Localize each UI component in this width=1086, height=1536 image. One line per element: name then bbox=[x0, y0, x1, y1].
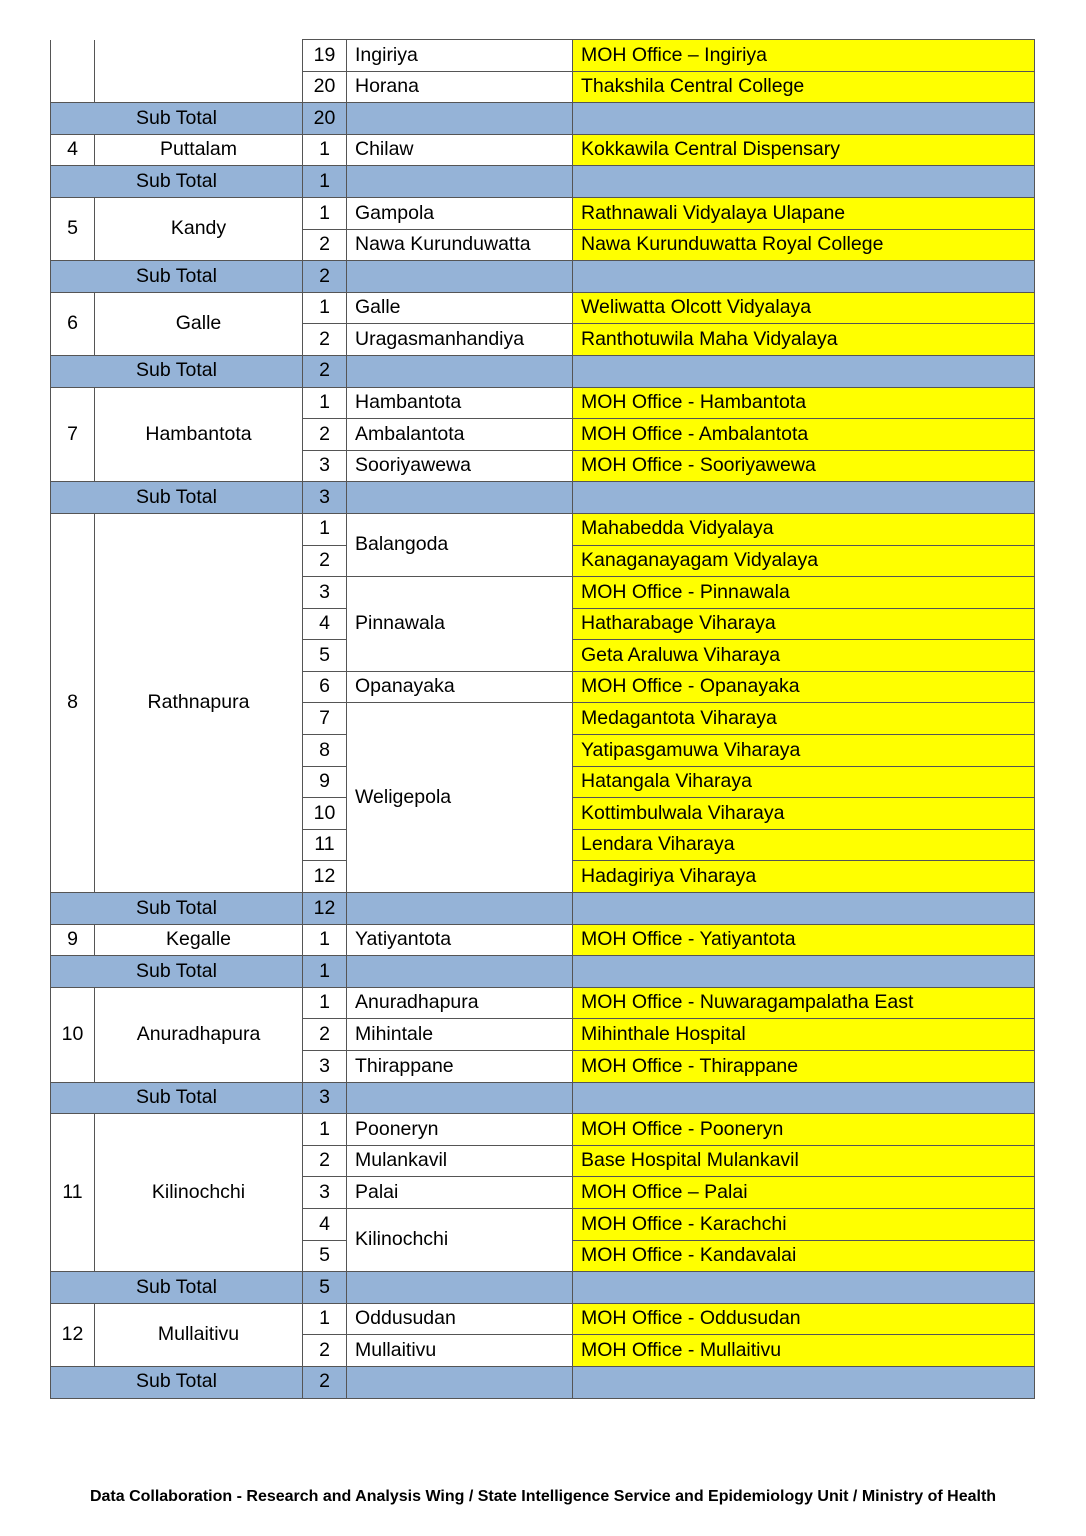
vaccination-site: Mihinthale Hospital bbox=[573, 1019, 1035, 1051]
table-row bbox=[51, 1114, 1035, 1146]
vaccination-centres-table bbox=[50, 39, 1035, 1399]
subtotal-blank bbox=[573, 166, 1035, 198]
vaccination-site: Hatharabage Viharaya bbox=[573, 608, 1035, 640]
moh-area: Horana bbox=[347, 71, 573, 103]
subtotal-blank bbox=[573, 1366, 1035, 1398]
subtotal-count: 5 bbox=[303, 1272, 347, 1304]
subtotal-label: Sub Total bbox=[51, 1366, 303, 1398]
subtotal-label: Sub Total bbox=[51, 261, 303, 293]
site-number: 2 bbox=[303, 1145, 347, 1177]
table-row bbox=[51, 1303, 1035, 1335]
moh-area: Mihintale bbox=[347, 1019, 573, 1051]
moh-area: Thirappane bbox=[347, 1051, 573, 1083]
footer-credit: Data Collaboration - Research and Analysis Wing / State Intelligence Service and Epidemiology Unit / Ministry of Health bbox=[89, 1488, 997, 1505]
subtotal-count: 12 bbox=[303, 893, 347, 925]
vaccination-site: Base Hospital Mulankavil bbox=[573, 1145, 1035, 1177]
moh-area: Hambantota bbox=[347, 387, 573, 419]
vaccination-site: MOH Office – Ingiriya bbox=[573, 40, 1035, 72]
district-name: Kilinochchi bbox=[95, 1114, 303, 1272]
vaccination-site: MOH Office - Oddusudan bbox=[573, 1303, 1035, 1335]
vaccination-site: Lendara Viharaya bbox=[573, 829, 1035, 861]
district-number: 6 bbox=[51, 292, 95, 355]
vaccination-site: Kanaganayagam Vidyalaya bbox=[573, 545, 1035, 577]
site-number: 7 bbox=[303, 703, 347, 735]
subtotal-count: 3 bbox=[303, 1082, 347, 1114]
site-number: 8 bbox=[303, 735, 347, 767]
subtotal-row bbox=[51, 956, 1035, 988]
subtotal-label: Sub Total bbox=[51, 893, 303, 925]
site-number: 1 bbox=[303, 387, 347, 419]
vaccination-site: MOH Office - Ambalantota bbox=[573, 419, 1035, 451]
subtotal-label: Sub Total bbox=[51, 956, 303, 988]
site-number: 6 bbox=[303, 671, 347, 703]
subtotal-count: 20 bbox=[303, 103, 347, 135]
moh-area: Mulankavil bbox=[347, 1145, 573, 1177]
moh-area: Yatiyantota bbox=[347, 924, 573, 956]
table-row bbox=[51, 40, 1035, 72]
district-number: 10 bbox=[51, 987, 95, 1082]
subtotal-blank bbox=[347, 956, 573, 988]
moh-area: Gampola bbox=[347, 197, 573, 229]
site-number: 1 bbox=[303, 513, 347, 545]
moh-area: Ambalantota bbox=[347, 419, 573, 451]
site-number: 1 bbox=[303, 197, 347, 229]
subtotal-blank bbox=[347, 1082, 573, 1114]
subtotal-blank bbox=[347, 482, 573, 514]
subtotal-blank bbox=[347, 103, 573, 135]
vaccination-site: MOH Office - Hambantota bbox=[573, 387, 1035, 419]
vaccination-site: MOH Office - Pooneryn bbox=[573, 1114, 1035, 1146]
subtotal-row bbox=[51, 355, 1035, 387]
moh-area: Sooriyawewa bbox=[347, 450, 573, 482]
table-row bbox=[51, 924, 1035, 956]
subtotal-row bbox=[51, 482, 1035, 514]
district-name: Anuradhapura bbox=[95, 987, 303, 1082]
district-name: Galle bbox=[95, 292, 303, 355]
vaccination-site: MOH Office – Palai bbox=[573, 1177, 1035, 1209]
district-no-cell bbox=[51, 40, 95, 103]
subtotal-blank bbox=[347, 261, 573, 293]
vaccination-site: Medagantota Viharaya bbox=[573, 703, 1035, 735]
site-number: 5 bbox=[303, 1240, 347, 1272]
table-row bbox=[51, 292, 1035, 324]
vaccination-site: MOH Office - Kandavalai bbox=[573, 1240, 1035, 1272]
table-row bbox=[51, 987, 1035, 1019]
district-number: 7 bbox=[51, 387, 95, 482]
site-number: 3 bbox=[303, 1051, 347, 1083]
table-row bbox=[51, 134, 1035, 166]
subtotal-row bbox=[51, 1366, 1035, 1398]
site-number: 3 bbox=[303, 450, 347, 482]
site-number: 1 bbox=[303, 987, 347, 1019]
moh-area: Pinnawala bbox=[347, 577, 573, 672]
site-number: 19 bbox=[303, 40, 347, 72]
subtotal-blank bbox=[573, 261, 1035, 293]
site-number: 20 bbox=[303, 71, 347, 103]
subtotal-row bbox=[51, 103, 1035, 135]
subtotal-blank bbox=[347, 1366, 573, 1398]
vaccination-site: Mahabedda Vidyalaya bbox=[573, 513, 1035, 545]
subtotal-label: Sub Total bbox=[51, 1272, 303, 1304]
subtotal-blank bbox=[573, 482, 1035, 514]
site-number: 4 bbox=[303, 1208, 347, 1240]
subtotal-blank bbox=[573, 893, 1035, 925]
subtotal-count: 2 bbox=[303, 261, 347, 293]
subtotal-blank bbox=[573, 1272, 1035, 1304]
moh-area: Ingiriya bbox=[347, 40, 573, 72]
district-name: Kegalle bbox=[95, 924, 303, 956]
subtotal-row bbox=[51, 166, 1035, 198]
vaccination-site: Ranthotuwila Maha Vidyalaya bbox=[573, 324, 1035, 356]
vaccination-site: Nawa Kurunduwatta Royal College bbox=[573, 229, 1035, 261]
site-number: 3 bbox=[303, 1177, 347, 1209]
site-number: 2 bbox=[303, 419, 347, 451]
subtotal-blank bbox=[347, 893, 573, 925]
subtotal-blank bbox=[347, 166, 573, 198]
site-number: 1 bbox=[303, 134, 347, 166]
moh-area: Nawa Kurunduwatta bbox=[347, 229, 573, 261]
subtotal-blank bbox=[573, 355, 1035, 387]
district-number: 9 bbox=[51, 924, 95, 956]
moh-area: Oddusudan bbox=[347, 1303, 573, 1335]
district-name: Rathnapura bbox=[95, 513, 303, 892]
table-row bbox=[51, 513, 1035, 545]
moh-area: Palai bbox=[347, 1177, 573, 1209]
site-number: 1 bbox=[303, 1114, 347, 1146]
moh-area: Weligepola bbox=[347, 703, 573, 893]
moh-area: Kilinochchi bbox=[347, 1208, 573, 1271]
site-number: 1 bbox=[303, 292, 347, 324]
table-row bbox=[51, 197, 1035, 229]
district-number: 11 bbox=[51, 1114, 95, 1272]
subtotal-blank bbox=[573, 1082, 1035, 1114]
subtotal-count: 1 bbox=[303, 166, 347, 198]
moh-area: Mullaitivu bbox=[347, 1335, 573, 1367]
vaccination-site: MOH Office - Karachchi bbox=[573, 1208, 1035, 1240]
site-number: 2 bbox=[303, 545, 347, 577]
subtotal-count: 2 bbox=[303, 355, 347, 387]
vaccination-site: MOH Office - Yatiyantota bbox=[573, 924, 1035, 956]
table-row bbox=[51, 387, 1035, 419]
district-number: 5 bbox=[51, 197, 95, 260]
district-name: Kandy bbox=[95, 197, 303, 260]
site-number: 2 bbox=[303, 229, 347, 261]
site-number: 10 bbox=[303, 798, 347, 830]
vaccination-site: Rathnawali Vidyalaya Ulapane bbox=[573, 197, 1035, 229]
district-number: 8 bbox=[51, 513, 95, 892]
moh-area: Chilaw bbox=[347, 134, 573, 166]
vaccination-site: MOH Office - Sooriyawewa bbox=[573, 450, 1035, 482]
site-number: 2 bbox=[303, 1335, 347, 1367]
district-name: Hambantota bbox=[95, 387, 303, 482]
district-name: Mullaitivu bbox=[95, 1303, 303, 1366]
district-name-cell bbox=[95, 40, 303, 103]
vaccination-site: MOH Office - Mullaitivu bbox=[573, 1335, 1035, 1367]
subtotal-row bbox=[51, 1082, 1035, 1114]
vaccination-site: MOH Office - Opanayaka bbox=[573, 671, 1035, 703]
subtotal-label: Sub Total bbox=[51, 1082, 303, 1114]
subtotal-label: Sub Total bbox=[51, 355, 303, 387]
vaccination-site: MOH Office - Nuwaragampalatha East bbox=[573, 987, 1035, 1019]
vaccination-site: Hadagiriya Viharaya bbox=[573, 861, 1035, 893]
vaccination-site: MOH Office - Pinnawala bbox=[573, 577, 1035, 609]
vaccination-site: Yatipasgamuwa Viharaya bbox=[573, 735, 1035, 767]
subtotal-count: 3 bbox=[303, 482, 347, 514]
district-number: 4 bbox=[51, 134, 95, 166]
site-number: 1 bbox=[303, 1303, 347, 1335]
subtotal-row bbox=[51, 893, 1035, 925]
vaccination-site: Hatangala Viharaya bbox=[573, 766, 1035, 798]
moh-area: Anuradhapura bbox=[347, 987, 573, 1019]
site-number: 2 bbox=[303, 1019, 347, 1051]
subtotal-blank bbox=[347, 1272, 573, 1304]
site-number: 4 bbox=[303, 608, 347, 640]
vaccination-site: Thakshila Central College bbox=[573, 71, 1035, 103]
subtotal-label: Sub Total bbox=[51, 166, 303, 198]
vaccination-site: Geta Araluwa Viharaya bbox=[573, 640, 1035, 672]
moh-area: Pooneryn bbox=[347, 1114, 573, 1146]
vaccination-site: Weliwatta Olcott Vidyalaya bbox=[573, 292, 1035, 324]
site-number: 1 bbox=[303, 924, 347, 956]
subtotal-row bbox=[51, 1272, 1035, 1304]
moh-area: Opanayaka bbox=[347, 671, 573, 703]
vaccination-site: Kottimbulwala Viharaya bbox=[573, 798, 1035, 830]
vaccination-site: Kokkawila Central Dispensary bbox=[573, 134, 1035, 166]
district-number: 12 bbox=[51, 1303, 95, 1366]
subtotal-label: Sub Total bbox=[51, 482, 303, 514]
subtotal-blank bbox=[573, 103, 1035, 135]
subtotal-row bbox=[51, 261, 1035, 293]
moh-area: Galle bbox=[347, 292, 573, 324]
site-number: 3 bbox=[303, 577, 347, 609]
subtotal-count: 1 bbox=[303, 956, 347, 988]
vaccination-site: MOH Office - Thirappane bbox=[573, 1051, 1035, 1083]
subtotal-label: Sub Total bbox=[51, 103, 303, 135]
subtotal-blank bbox=[573, 956, 1035, 988]
site-number: 5 bbox=[303, 640, 347, 672]
site-number: 11 bbox=[303, 829, 347, 861]
site-number: 12 bbox=[303, 861, 347, 893]
site-number: 2 bbox=[303, 324, 347, 356]
subtotal-blank bbox=[347, 355, 573, 387]
moh-area: Uragasmanhandiya bbox=[347, 324, 573, 356]
moh-area: Balangoda bbox=[347, 513, 573, 576]
site-number: 9 bbox=[303, 766, 347, 798]
subtotal-count: 2 bbox=[303, 1366, 347, 1398]
district-name: Puttalam bbox=[95, 134, 303, 166]
